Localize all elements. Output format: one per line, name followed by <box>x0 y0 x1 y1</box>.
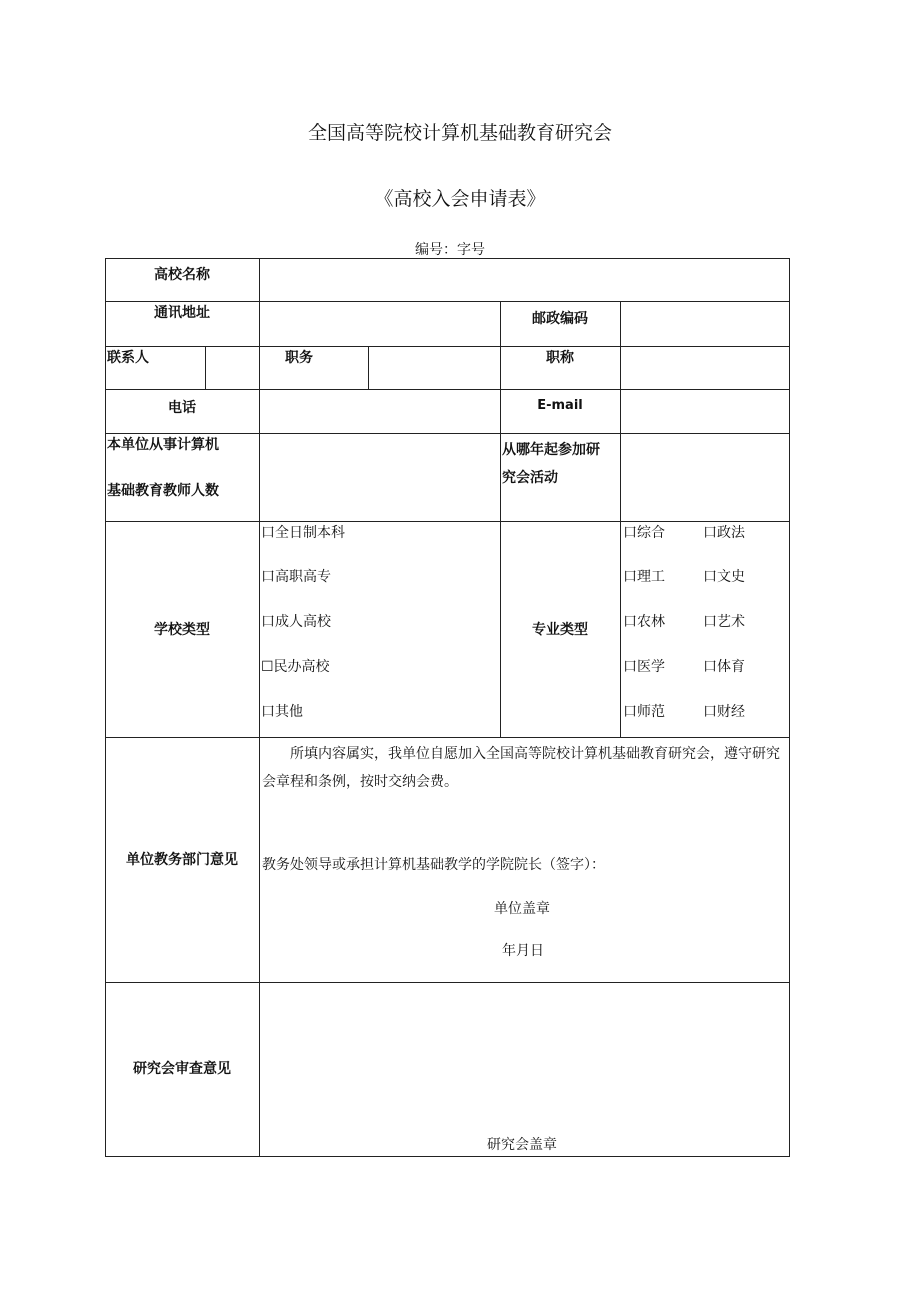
major-type-option[interactable]: 口理工 <box>623 569 665 585</box>
column-divider <box>620 301 621 737</box>
major-type-option[interactable]: 口财经 <box>703 704 745 720</box>
phone-label: 电话 <box>168 400 196 416</box>
since-field[interactable] <box>622 435 788 520</box>
row-divider <box>105 521 790 522</box>
school-type-option[interactable]: 口其他 <box>261 704 303 720</box>
major-type-option[interactable]: 口体育 <box>703 659 745 675</box>
table-border-left <box>105 258 106 1157</box>
position-field[interactable] <box>370 348 499 388</box>
phone-field[interactable] <box>261 391 499 432</box>
major-type-option[interactable]: 口医学 <box>623 659 665 675</box>
society-opinion-field[interactable] <box>261 984 788 1134</box>
postcode-field[interactable] <box>622 303 788 345</box>
row-divider <box>105 301 790 302</box>
form-title: 《高校入会申请表》 <box>374 188 546 210</box>
title-field[interactable] <box>622 348 788 388</box>
signature-line: 教务处领导或承担计算机基础教学的学院院长（签字）： <box>262 857 605 873</box>
title-label: 职称 <box>546 350 574 366</box>
school-type-option[interactable]: 口成人高校 <box>261 614 331 630</box>
since-label-2: 究会活动 <box>502 470 558 486</box>
row-divider <box>105 346 790 347</box>
address-field[interactable] <box>261 303 499 345</box>
address-label: 通讯地址 <box>154 305 210 321</box>
since-label-1: 从哪年起参加研 <box>502 442 600 458</box>
teacher-count-field[interactable] <box>261 435 499 520</box>
date-line: 年月日 <box>502 943 544 959</box>
column-divider <box>205 346 206 389</box>
contact-field[interactable] <box>207 348 258 388</box>
society-seal: 研究会盖章 <box>487 1137 557 1153</box>
school-name-label: 高校名称 <box>154 267 210 283</box>
table-border-bottom <box>105 1156 790 1157</box>
major-type-option[interactable]: 口师范 <box>623 704 665 720</box>
column-divider <box>500 301 501 737</box>
column-divider <box>368 346 369 389</box>
school-type-label: 学校类型 <box>154 622 210 638</box>
major-type-label: 专业类型 <box>532 622 588 638</box>
row-divider <box>105 389 790 390</box>
teacher-count-label-2: 基础教育教师人数 <box>107 483 219 499</box>
unit-seal: 单位盖章 <box>494 901 550 917</box>
position-label: 职务 <box>285 350 313 366</box>
org-title: 全国高等院校计算机基础教育研究会 <box>307 122 612 144</box>
email-field[interactable] <box>622 391 788 432</box>
contact-label: 联系人 <box>107 350 149 366</box>
teacher-count-label-1: 本单位从事计算机 <box>107 437 219 453</box>
major-type-option[interactable]: 口综合 <box>623 525 665 541</box>
number-label: 编号：字号 <box>415 242 485 258</box>
school-type-option[interactable]: ☐民办高校 <box>261 659 330 675</box>
society-opinion-label: 研究会审查意见 <box>133 1061 231 1077</box>
school-name-field[interactable] <box>261 260 788 300</box>
school-type-option[interactable]: 口高职高专 <box>261 569 331 585</box>
table-border-top <box>105 258 790 259</box>
row-divider <box>105 982 790 983</box>
major-type-option[interactable]: 口政法 <box>703 525 745 541</box>
dept-opinion-label: 单位教务部门意见 <box>126 852 238 868</box>
school-type-option[interactable]: 口全日制本科 <box>261 525 345 541</box>
postcode-label: 邮政编码 <box>532 311 588 327</box>
major-type-option[interactable]: 口艺术 <box>703 614 745 630</box>
table-border-right <box>789 258 790 1157</box>
application-form <box>105 258 790 1157</box>
row-divider <box>105 737 790 738</box>
major-type-option[interactable]: 口文史 <box>703 569 745 585</box>
major-type-option[interactable]: 口农林 <box>623 614 665 630</box>
column-divider <box>259 258 260 1157</box>
declaration-statement: 所填内容属实，我单位自愿加入全国高等院校计算机基础教育研究会，遵守研究会章程和条例，按时交纳会费。 <box>262 746 780 790</box>
row-divider <box>105 433 790 434</box>
email-label: E-mail <box>537 398 583 413</box>
